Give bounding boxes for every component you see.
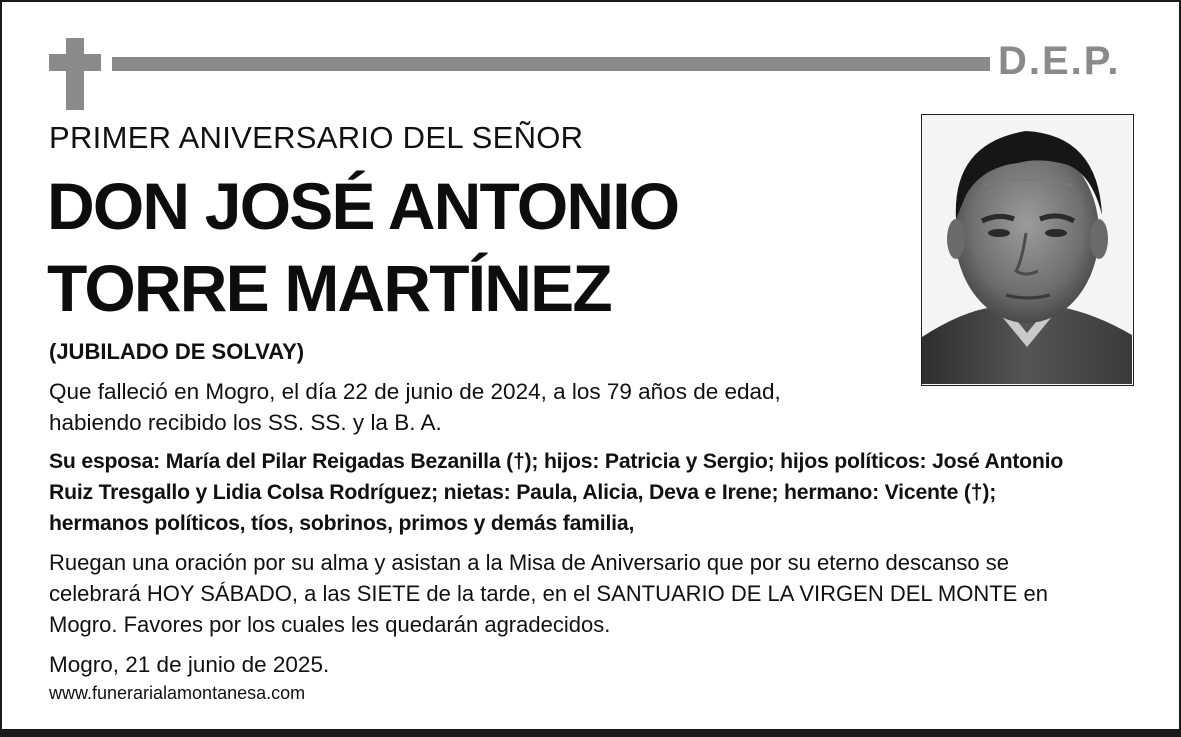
portrait-photo [921, 114, 1134, 386]
death-info-line: Que falleció en Mogro, el día 22 de junio de 2024, a los 79 años de edad, [49, 379, 781, 404]
website-link[interactable]: www.funerarialamontanesa.com [49, 683, 306, 703]
header-rule [112, 57, 990, 71]
notice-subtitle: PRIMER ANIVERSARIO DEL SEÑOR [49, 120, 584, 155]
death-info-line: habiendo recibido los SS. SS. y la B. A. [49, 410, 442, 435]
prayer-line: Mogro. Favores por los cuales les quedarán agradecidos. [49, 612, 611, 637]
deceased-occupation: (JUBILADO DE SOLVAY) [49, 339, 305, 364]
deceased-name-line-1: DON JOSÉ ANTONIO [47, 169, 679, 243]
family-line: Ruiz Tresgallo y Lidia Colsa Rodríguez; nietas: Paula, Alicia, Deva e Irene; hermano: Vicente (†); [49, 481, 997, 504]
family-line: Su esposa: María del Pilar Reigadas Bezanilla (†); hijos: Patricia y Sergio; hijos políticos: José Antonio [49, 450, 1064, 473]
family-line: hermanos políticos, tíos, sobrinos, primos y demás familia, [49, 512, 635, 535]
dep-label: D.E.P. [998, 39, 1121, 83]
cross-icon [66, 38, 84, 110]
prayer-line: Ruegan una oración por su alma y asistan a la Misa de Aniversario que por su eterno descanso se [49, 550, 1010, 575]
place-date: Mogro, 21 de junio de 2025. [49, 652, 330, 677]
cross-icon-bar [49, 54, 101, 71]
deceased-name-line-2: TORRE MARTÍNEZ [47, 251, 611, 325]
portrait-image [922, 115, 1132, 384]
prayer-line: celebrará HOY SÁBADO, a las SIETE de la tarde, en el SANTUARIO DE LA VIRGEN DEL MONTE en [49, 581, 1048, 606]
